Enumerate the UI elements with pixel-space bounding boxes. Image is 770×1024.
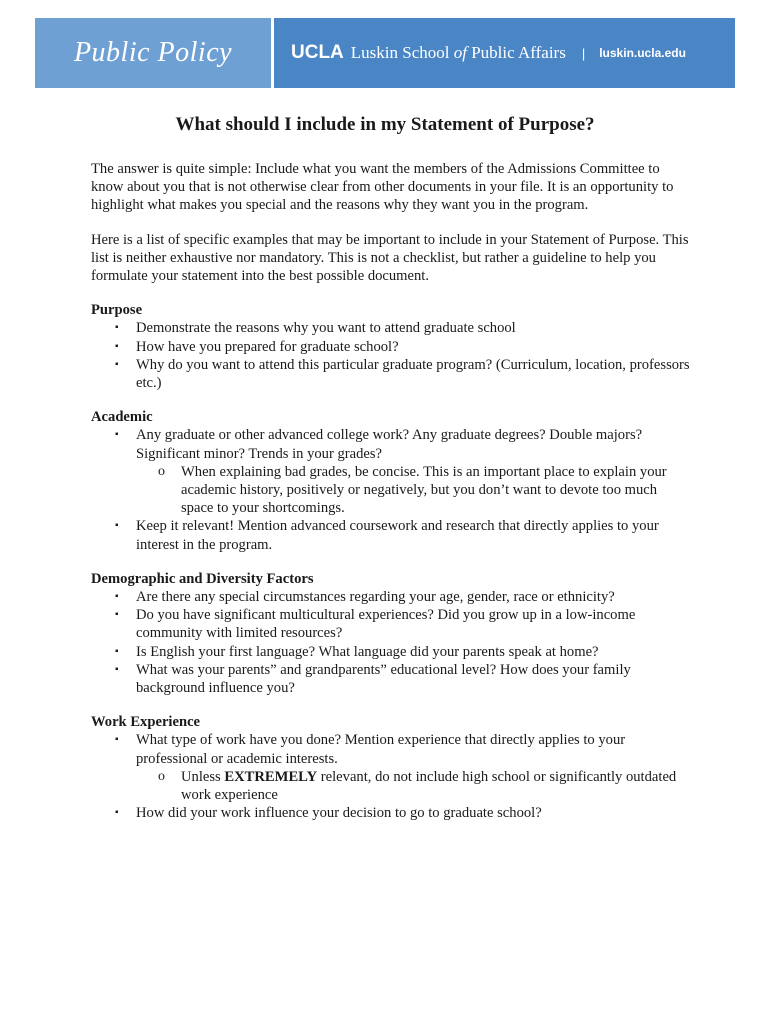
document-body (91, 160, 691, 839)
intro-paragraph: The answer is quite simple: Include what you want the members of the Admissions Committee to know about you that is not otherwise clear from other documents in your file. It is an opportunity to highlight what makes you special and the reasons why they want you in the program. (91, 161, 674, 214)
demographic-list (91, 588, 691, 697)
academic-sublist (136, 463, 691, 518)
purpose-list (91, 319, 691, 392)
list-item: ▪ Any graduate or other advanced college work? Any graduate degrees? Double majors? Significant minor? Trends in your grades? o When explaining bad grades, be concise. This is an important place to explain your academic history, positively or negatively, but you don’t want to devote too much space to your shortcomings. (136, 426, 691, 517)
page-title: What should I include in my Statement of Purpose? (175, 114, 595, 135)
school-lockup (291, 18, 686, 88)
bullet-icon: ▪ (115, 609, 119, 621)
list-item: ▪ Do you have significant multicultural experiences? Did you grow up in a low-income community with limited resources? (115, 607, 636, 642)
bullet-icon: ▪ (115, 591, 119, 603)
bullet-icon: ▪ (115, 429, 119, 441)
section-heading-work: Work Experience (91, 714, 201, 731)
bullet-icon: ▪ (115, 734, 119, 746)
list-item: ▪ How have you prepared for graduate school? (115, 338, 399, 355)
list-item: ▪ Demonstrate the reasons why you want to attend graduate school (115, 320, 516, 337)
circle-bullet-icon: o (158, 463, 165, 479)
section-heading-academic: Academic (91, 409, 153, 426)
academic-list (91, 426, 691, 553)
brand-title: Public Policy (73, 37, 233, 68)
emphasis-text: EXTREMELY (224, 768, 318, 785)
ucla-wordmark: UCLA (291, 42, 344, 63)
list-item: ▪ Why do you want to attend this particular graduate program? (Curriculum, location, professors etc.) (115, 356, 690, 392)
bullet-icon: ▪ (115, 322, 119, 334)
bullet-icon: ▪ (115, 663, 119, 675)
sub-list-item: o When explaining bad grades, be concise. This is an important place to explain your academic history, positively or negatively, but you don’t want to devote too much space to your shortcomings. (158, 463, 667, 517)
bullet-icon: ▪ (115, 645, 119, 657)
list-item: ▪ Keep it relevant! Mention advanced coursework and research that directly applies to your interest in the program. (115, 518, 659, 553)
section-heading-demographic: Demographic and Diversity Factors (91, 570, 314, 587)
section-heading-purpose: Purpose (91, 302, 143, 319)
list-item: ▪ Is English your first language? What language did your parents speak at home? (115, 643, 599, 660)
list-item: ▪ Are there any special circumstances regarding your age, gender, race or ethnicity? (115, 589, 615, 606)
school-name: Luskin School of Public Affairs (350, 43, 566, 62)
sub-list-item: o Unless EXTREMELY relevant, do not include high school or significantly outdated work experience (158, 768, 677, 804)
work-sublist (136, 768, 691, 804)
bullet-icon: ▪ (115, 358, 119, 370)
header-separator: | (581, 45, 586, 61)
list-item: ▪ What type of work have you done? Mention experience that directly applies to your professional or academic interests. o Unless EXTREMELY relevant, do not include high school or significantly outdated work experience (136, 731, 691, 804)
bullet-icon: ▪ (115, 520, 119, 532)
list-item: ▪ What was your parents” and grandparents” educational level? How does your family background influence you? (115, 661, 631, 697)
intro-paragraph: Here is a list of specific examples that may be important to include in your Statement of Purpose. This list is neither exhaustive nor mandatory. This is not a checklist, but rather a guideline to help you formulate your statement into the best possible document. (91, 231, 689, 285)
header-banner (35, 18, 735, 88)
work-list (91, 731, 691, 822)
website-link[interactable]: luskin.ucla.edu (599, 46, 686, 60)
list-item: ▪ How did your work influence your decision to go to graduate school? (115, 805, 542, 822)
bullet-icon: ▪ (115, 340, 119, 352)
brand-block (35, 18, 271, 88)
bullet-icon: ▪ (115, 807, 119, 819)
circle-bullet-icon: o (158, 768, 165, 784)
banner-divider (271, 18, 274, 88)
